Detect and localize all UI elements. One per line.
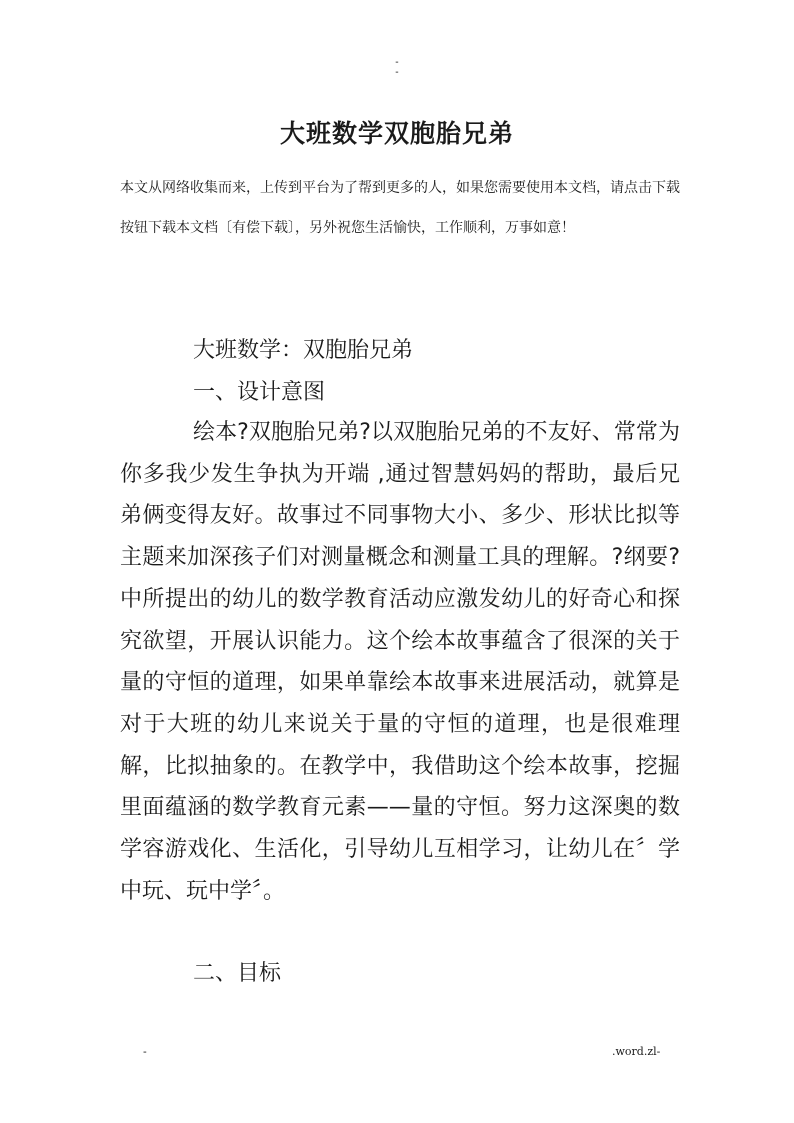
section-heading-design-intent: 一、设计意图: [193, 380, 326, 405]
footer-source: .word.zl-: [612, 1045, 661, 1058]
footer-left-mark: -: [143, 1045, 147, 1058]
content-subtitle: 大班数学：双胞胎兄弟: [193, 338, 414, 363]
document-title: 大班数学双胞胎兄弟: [279, 119, 514, 148]
download-notice: 本文从网络收集而来，上传到平台为了帮到更多的人，如果您需要使用本文档，请点击下载按钮下载本文档〔有偿下载〕，另外祝您生活愉快，工作顺利，万事如意！: [120, 180, 680, 236]
section-heading-goals: 二、目标: [193, 961, 282, 986]
header-mark: [390, 58, 404, 78]
design-intent-paragraph: 绘本?双胞胎兄弟?以双胞胎兄弟的不友好、常常为你多我少发生争执为开端 ,通过智慧妈妈的帮助，最后兄弟俩变得友好。故事过不同事物大小、多少、形状比拟等主题来加深孩子们对测量概念和测量工具的理解。?纲要?中所提出的幼儿的数学教育活动应激发幼儿的好奇心和探究欲望，开展认识能力。这个绘本故事蕴含了很深的关于量的守恒的道理，如果单靠绘本故事来进展活动，就算是对于大班的幼儿来说关于量的守恒的道理，也是很难理解，比拟抽象的。在教学中，我借助这个绘本故事，挖掘里面蕴涵的数学教育元素——量的守恒。努力这深奥的数学容游戏化、生活化，引导幼儿互相学习，让幼儿在〞学中玩、玩中学〞。: [120, 420, 680, 904]
header-mark-bottom: -: [395, 67, 399, 78]
header-mark-top: -: [395, 57, 399, 68]
